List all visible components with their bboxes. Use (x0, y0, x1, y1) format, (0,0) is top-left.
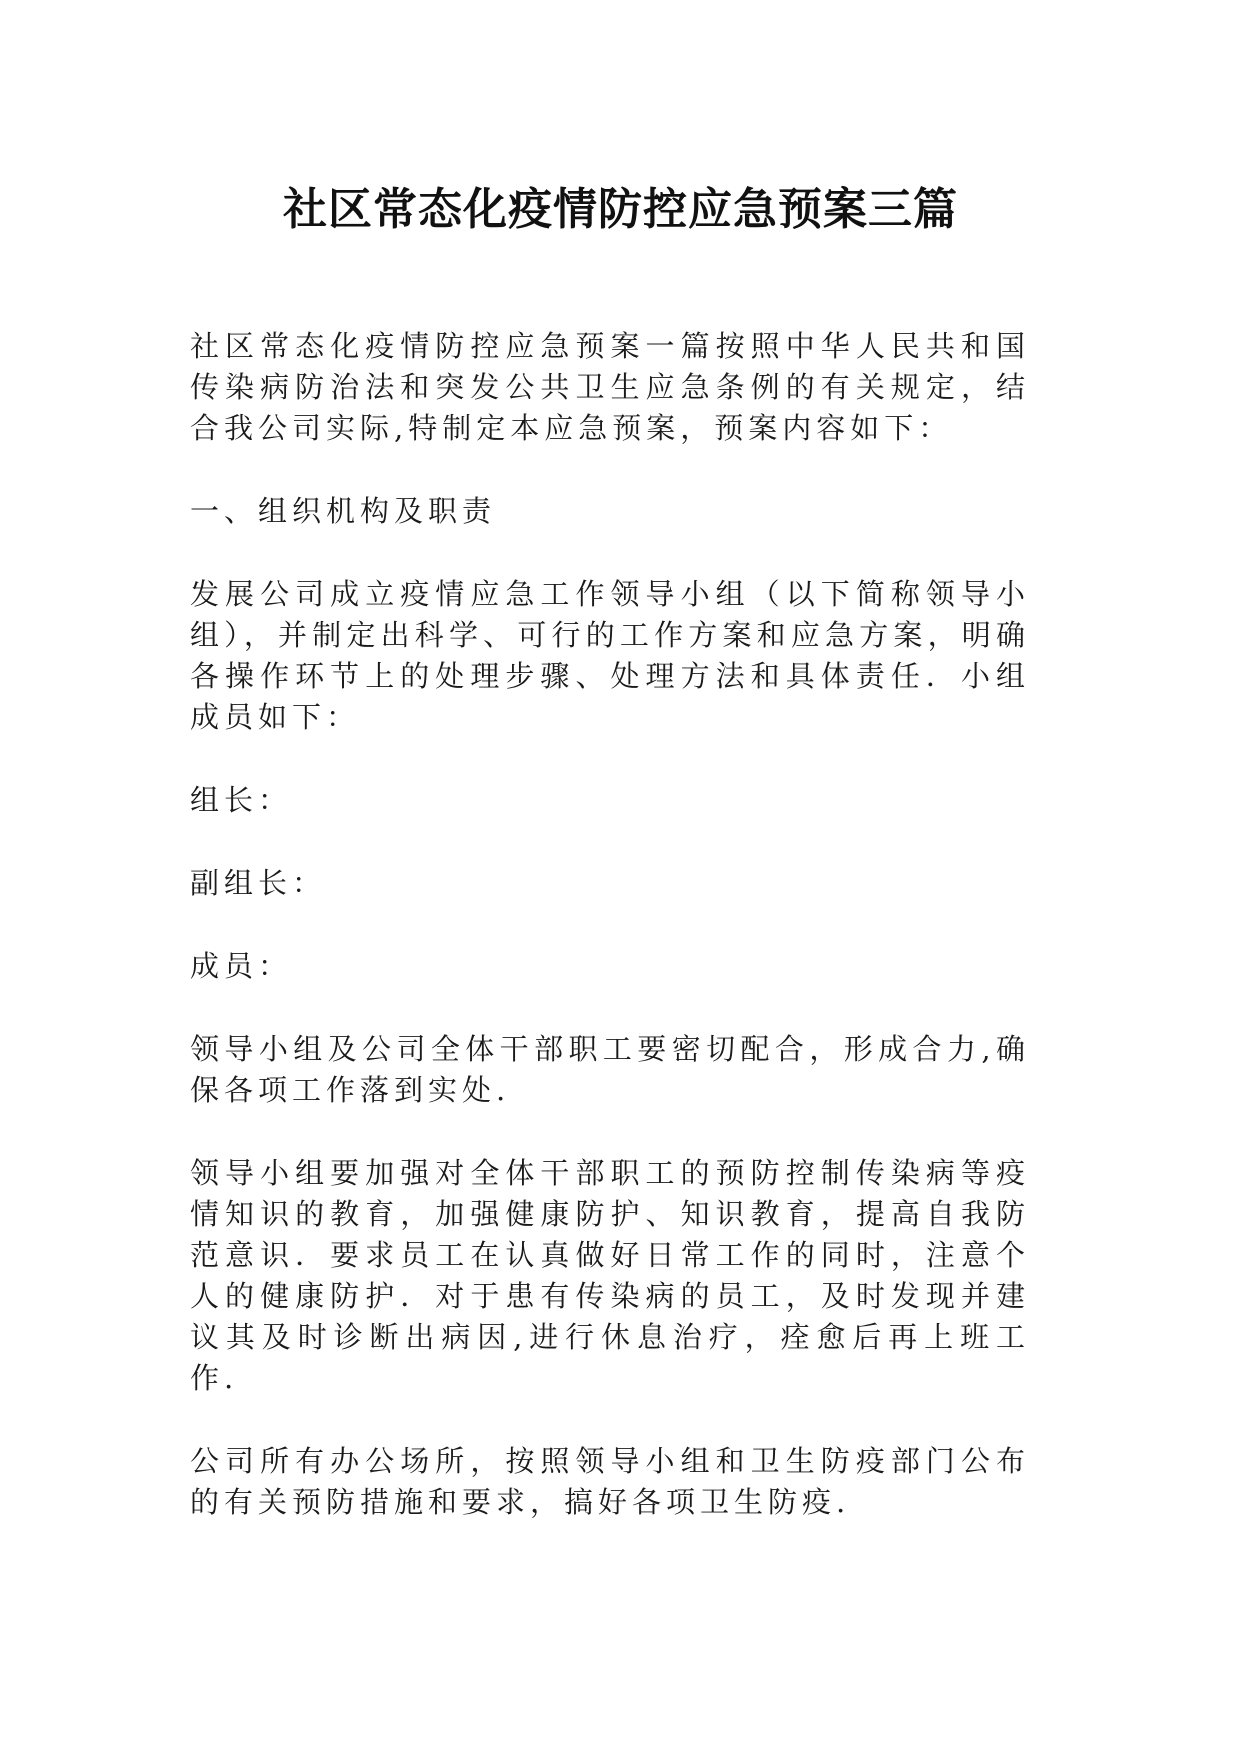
paragraph-deputy-leader: 副组长： (190, 866, 327, 900)
paragraph-office-hygiene: 公司所有办公场所，按照领导小组和卫生防疫部门公布的有关预防措施和要求，搞好各项卫生防疫. (190, 1444, 1030, 1519)
paragraph-cooperation: 领导小组及公司全体干部职工要密切配合，形成合力,确保各项工作落到实处. (190, 1032, 1030, 1107)
paragraph-group-leader: 组长： (190, 783, 293, 817)
paragraph-members: 成员： (190, 949, 293, 983)
document-title: 社区常态化疫情防控应急预案三篇 (283, 184, 958, 235)
document-body (190, 326, 1030, 1565)
paragraph-leadership-group: 发展公司成立疫情应急工作领导小组（以下简称领导小组），并制定出科学、可行的工作方案和应急方案，明确各操作环节上的处理步骤、处理方法和具体责任．小组成员如下： (190, 577, 1030, 734)
paragraph-intro: 社区常态化疫情防控应急预案一篇按照中华人民共和国传染病防治法和突发公共卫生应急条例的有关规定，结合我公司实际,特制定本应急预案，预案内容如下： (190, 329, 1030, 445)
paragraph-education: 领导小组要加强对全体干部职工的预防控制传染病等疫情知识的教育，加强健康防护、知识教育，提高自我防范意识．要求员工在认真做好日常工作的同时，注意个人的健康防护．对于患有传染病的员工，及时发现并建议其及时诊断出病因,进行休息治疗，痊愈后再上班工作. (190, 1156, 1030, 1395)
section-heading-organization: 一、组织机构及职责 (190, 494, 497, 528)
